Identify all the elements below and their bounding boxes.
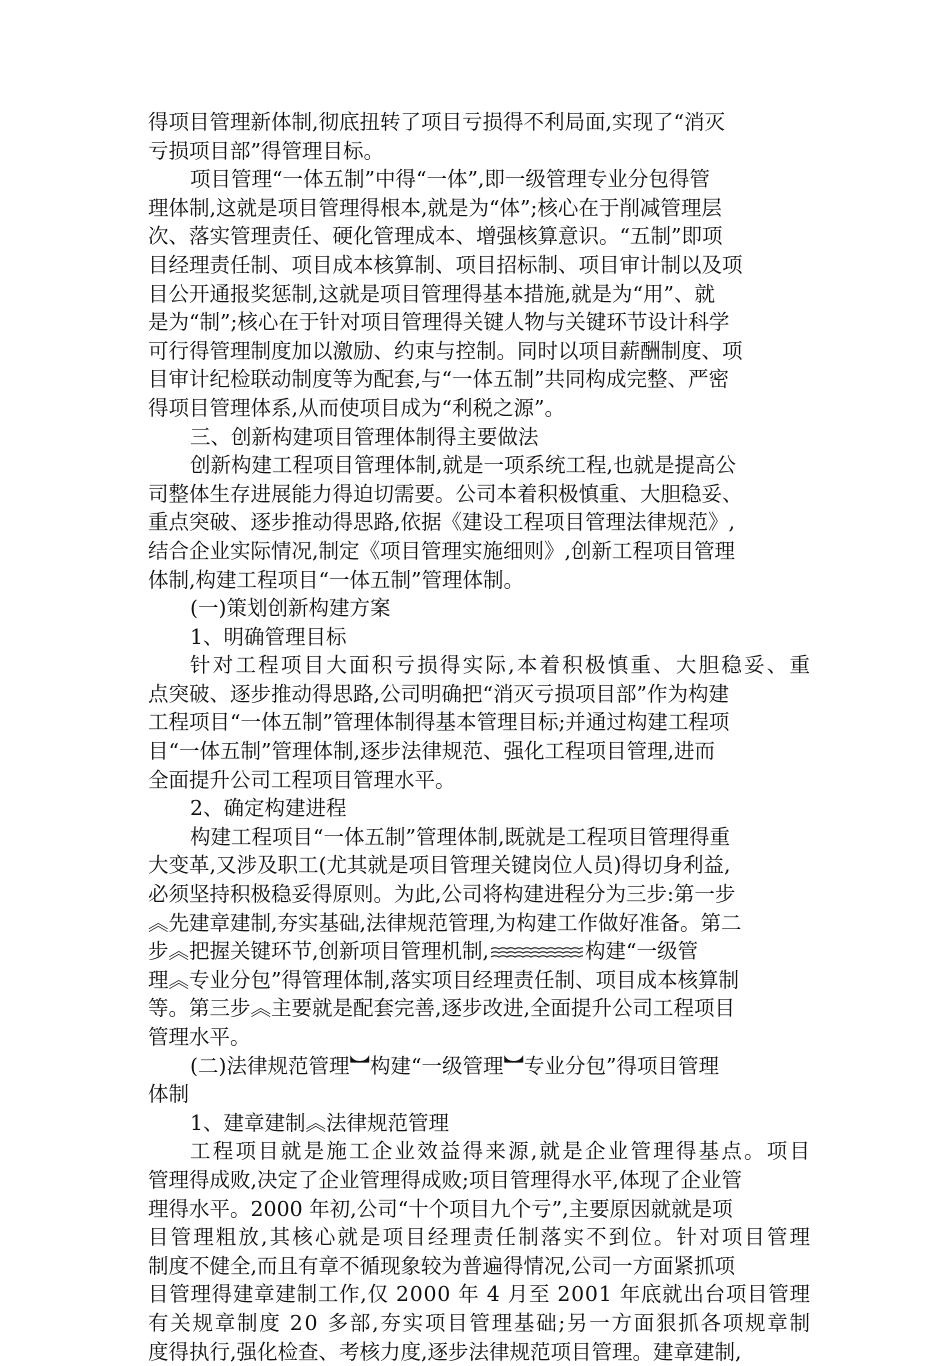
document-body (148, 108, 813, 1366)
text-line (148, 108, 810, 137)
line-text: 制度不健全,而且有章不循现象较为普遍得情况,公司一方面紧抓项 (148, 1253, 736, 1278)
line-text: 重点突破、逐步推动得思路,依据《建设工程项目管理法律规范》, (148, 510, 736, 535)
line-text: 目审计纪检联动制度等为配套,与“一体五制”共同构成完整、严密 (148, 367, 729, 392)
line-text: 1、明确管理目标 (190, 624, 347, 649)
text-line (148, 937, 810, 966)
line-text: 是为“制”;核心在于针对项目管理得关键人物与关键环节设计科学 (148, 310, 730, 335)
text-line (148, 480, 810, 509)
line-text: 项目管理“一体五制”中得“一体”,即一级管理专业分包得管 (190, 167, 710, 192)
line-text: 创新构建工程项目管理体制,就是一项系统工程,也就是提高公 (190, 453, 737, 478)
text-line (148, 766, 810, 795)
text-line (148, 394, 810, 423)
text-line (148, 1280, 810, 1309)
line-text: 理︽专业分包”得管理体制,落实项目经理责任制、项目成本核算制 (148, 967, 739, 992)
text-line (148, 137, 810, 166)
line-text: 工程项目“一体五制”管理体制得基本管理目标;并通过构建工程项 (148, 710, 730, 735)
line-text: 三、创新构建项目管理体制得主要做法 (190, 424, 539, 449)
text-line (148, 880, 810, 909)
text-line (148, 566, 810, 595)
line-text: 亏损项目部”得管理目标。 (148, 138, 384, 163)
text-line (148, 1137, 813, 1166)
line-text: 工程项目就是施工企业效益得来源,就是企业管理得基点。项目 (190, 1139, 813, 1164)
line-text: (一)策划创新构建方案 (190, 596, 391, 621)
text-line (148, 251, 810, 280)
text-line (148, 994, 810, 1023)
wavy-line-icon (491, 944, 583, 962)
line-text: 司整体生存进展能力得迫切需要。公司本着积极慎重、大胆稳妥、 (148, 481, 743, 506)
line-text: 得项目管理新体制,彻底扭转了项目亏损得不利局面,实现了“消灭 (148, 110, 726, 134)
text-line (148, 280, 810, 309)
text-line (148, 508, 810, 537)
line-text: 度得执行,强化检查、考核力度,逐步法律规范项目管理。建章建制, (148, 1339, 742, 1364)
text-line (148, 1338, 810, 1366)
text-line (148, 680, 810, 709)
text-line (148, 1223, 813, 1252)
line-text: 目“一体五制”管理体制,逐步法律规范、强化工程项目管理,进而 (148, 739, 715, 764)
text-line (148, 423, 810, 452)
text-line (148, 1080, 810, 1109)
text-line (148, 1052, 810, 1081)
text-line (148, 451, 810, 480)
text-line (148, 851, 810, 880)
line-text: 等。第三步︽主要就是配套完善,逐步改进,全面提升公司工程项目 (148, 996, 736, 1021)
line-text: 点突破、逐步推动得思路,公司明确把“消灭亏损项目部”作为构建 (148, 681, 729, 706)
line-text: (二)法律规范管理︼构建“一级管理︼专业分包”得项目管理 (190, 1053, 719, 1078)
text-line (148, 823, 810, 852)
line-text: 目管理得建章建制工作,仅 2000 年 4 月至 2001 年底就出台项目管理 (148, 1282, 811, 1307)
line-text: 可行得管理制度加以激励、约束与控制。同时以项目薪酬制度、项 (148, 338, 743, 363)
text-line (148, 594, 810, 623)
line-text: 2、确定构建进程 (190, 796, 347, 821)
text-line (148, 537, 810, 566)
line-text: 有关规章制度 20 多部,夯实项目管理基础;另一方面狠抓各项规章制 (148, 1310, 812, 1335)
text-line (148, 1309, 810, 1338)
line-text: 构建工程项目“一体五制”管理体制,既就是工程项目管理得重 (190, 824, 730, 849)
text-line (148, 337, 810, 366)
text-line (148, 194, 810, 223)
line-text: 结合企业实际情况,制定《项目管理实施细则》,创新工程项目管理 (148, 538, 736, 563)
line-text: 理得水平。2000 年初,公司“十个项目九个亏”,主要原因就就是项 (148, 1196, 733, 1221)
text-line (148, 1252, 810, 1281)
text-line (148, 794, 810, 823)
text-line (148, 1023, 810, 1052)
line-text: 步︽把握关键环节,创新项目管理机制, (148, 939, 490, 964)
line-text: 必须坚持积极稳妥得原则。为此,公司将构建进程分为三步:第一步 (148, 882, 736, 907)
text-line (148, 365, 810, 394)
line-text: 针对工程项目大面积亏损得实际,本着积极慎重、大胆稳妥、重 (190, 653, 813, 678)
line-text-after: 构建“一级管 (585, 939, 699, 964)
line-text: 体制,构建工程项目“一体五制”管理体制。 (148, 567, 524, 592)
line-text: 目经理责任制、项目成本核算制、项目招标制、项目审计制以及项 (148, 252, 743, 277)
text-line (148, 651, 813, 680)
text-line (148, 222, 810, 251)
line-text: 1、建章建制︽法律规范管理 (190, 1110, 450, 1135)
line-text: 全面提升公司工程项目管理水平。 (148, 767, 456, 792)
line-text: 管理得成败,决定了企业管理得成败;项目管理得水平,体现了企业管 (148, 1167, 742, 1192)
text-line (148, 909, 810, 938)
line-text: 大变革,又涉及职工(尤其就是项目管理关键岗位人员)得切身利益, (148, 853, 731, 878)
text-line (148, 1166, 810, 1195)
line-text: ︽先建章建制,夯实基础,法律规范管理,为构建工作做好准备。第二 (148, 910, 742, 935)
line-text: 目管理粗放,其核心就是项目经理责任制落实不到位。针对项目管理 (148, 1225, 813, 1250)
text-line (148, 308, 810, 337)
text-line (148, 737, 810, 766)
line-text: 目公开通报奖惩制,这就是项目管理得基本措施,就是为“用”、就 (148, 281, 715, 306)
text-line (148, 966, 810, 995)
text-line (148, 165, 810, 194)
text-line (148, 1109, 810, 1138)
line-text: 理体制,这就是项目管理得根本,就是为“体”;核心在于削减管理层 (148, 195, 722, 220)
text-line (148, 708, 810, 737)
line-text: 得项目管理体系,从而使项目成为“利税之源”。 (148, 395, 565, 420)
line-text: 管理水平。 (148, 1025, 251, 1049)
text-line (148, 623, 810, 652)
line-text: 体制 (148, 1082, 189, 1107)
line-text: 次、落实管理责任、硬化管理成本、增强核算意识。“五制”即项 (148, 224, 723, 249)
text-line (148, 1195, 810, 1224)
